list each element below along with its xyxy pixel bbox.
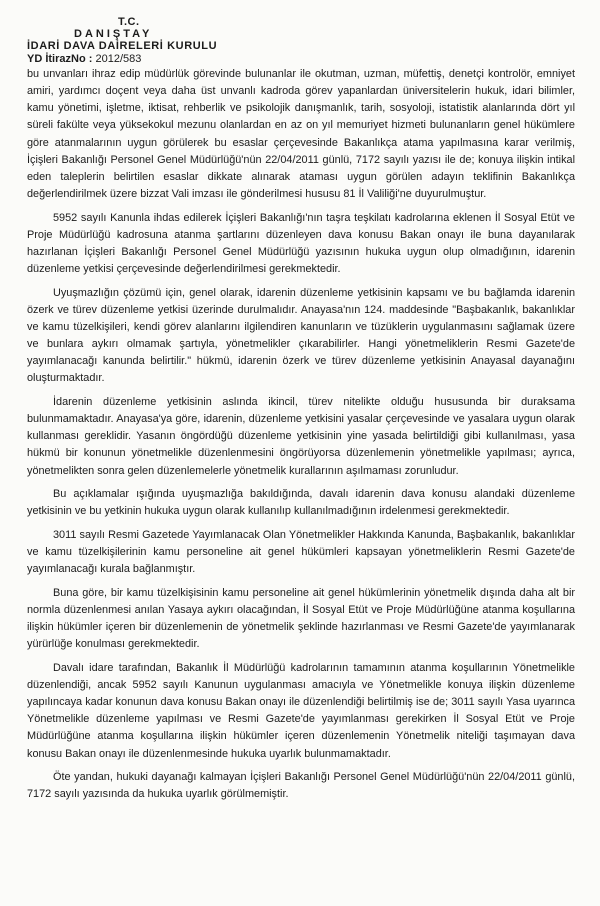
paragraph-4: İdarenin düzenleme yetkisinin aslında ikincil, türev nitelikte olduğu hususunda bir duraksama bulunmamaktadır. Anayasa'ya göre, idarenin, düzenleme yetkisini yasalar çerçevesinde ve yasalara uygun olarak kullanması gereklidir. Yasanın öngördüğü düzenleme yetkisinin yine yasada belirtildiği gibi kullanılması, yasa hükmü bir konunun yönetmelikle düzenlenmesini öngörüyorsa düzenlemenin yönetmelikle yapılması; ayrıca, yönetmelikten sonra gelen düzenlemelerle yönetmelik kurallarının aşılmaması zorunludur. bbox=[27, 395, 575, 477]
paragraph-6: 3011 sayılı Resmi Gazetede Yayımlanacak Olan Yönetmelikler Hakkında Kanunda, Başbakanlık, bakanlıklar ve kamu tüzelkişilerinin kamu personeline ait genel hükümleri kapsayan yönetmeliklerin Resmi Gazete'de yayımlanacağı kurala bağlanmıştır. bbox=[27, 528, 575, 576]
paragraph-1: bu unvanları ihraz edip müdürlük görevinde bulunanlar ile okutman, uzman, müfettiş, denetçi kontrolör, emniyet amiri, yardımcı doçent veya daha üst unvanlı kadroda görev yapanlardan üniversitelerin hukuk, idari bilimler, kamu yönetimi, işletme, iktisat, rehberlik ve psikolojik danışmanlık, tarih, sosyoloji, istatistik alanlarında dört yıl süreli fakülte veya yüksekokul mezunu olanlardan en az on yıl memuriyet hizmeti bulunanların genel hükümlere göre atanmalarının uygun görülerek bu esaslar çerçevesinde Bakanlıkça atama yapılmasına karar verilmiş, İçişleri Bakanlığı Personel Genel Müdürlüğü'nün 22/04/2011 günlü, 7172 sayılı yazısı ile de; konuya ilişkin intikal eden taleplerin belirtilen esaslar dikkate alınarak ataması uygun görülen adayın teklifinin Bakanlıkça değerlendirilmek üzere bizzat Vali imzası ile gönderilmesi hususu 81 İl Valiliği'ne duyurulmuştur. bbox=[27, 68, 575, 201]
header-tc: T.C. bbox=[118, 16, 140, 28]
paragraph-7: Buna göre, bir kamu tüzelkişisinin kamu personeline ait genel hükümlerinin yönetmelik dışında daha alt bir normla düzenlenmesi anılan Yasaya aykırı olacağından, İl Sosyal Etüt ve Proje Müdürlüğüne atanma koşullarına ilişkin hükümler içeren bir düzenlemenin de yönetmelik şeklinde hazırlanması ve Resmi Gazete'de yayımlanarak yürürlüğe konulması gerekmektedir. bbox=[27, 586, 575, 651]
itiraz-label: YD İtirazNo : bbox=[27, 53, 93, 65]
header-kurul: İDARİ DAVA DAİRELERİ KURULU bbox=[27, 40, 218, 52]
document-body bbox=[27, 66, 575, 803]
header-itiraz bbox=[27, 53, 141, 65]
itiraz-number: 2012/583 bbox=[95, 53, 142, 65]
paragraph-3: Uyuşmazlığın çözümü için, genel olarak, idarenin düzenleme yetkisinin kapsamı ve bu bağlamda idarenin özerk ve türev düzenleme yetkisi üzerinde durulmalıdır. Anayasa'nın 124. maddesinde "Başbakanlık, bakanlıklar ve kamu tüzelkişileri, kendi görev alanlarını ilgilendiren kanunların ve tüzüklerin uygulanmasını sağlamak üzere ve bunlara aykırı olmamak şartıyla, yönetmelikler çıkarabilirler. Hangi yönetmeliklerin Resmi Gazete'de yayımlanacağı kanunda belirtilir." hükmü, idarenin özerk ve türev düzenleme yetkisinin Anayasal dayanağını oluşturmaktadır. bbox=[27, 286, 575, 385]
paragraph-2: 5952 sayılı Kanunla ihdas edilerek İçişleri Bakanlığı'nın taşra teşkilatı kadrolarına eklenen İl Sosyal Etüt ve Proje Müdürlüğü kadrosuna atanma şartlarını düzenleyen dava konusu Bakan onayı ile buna dayanılarak hazırlanan İçişleri Bakanlığı Personel Genel Müdürlüğü yazısının hukuka uygun olup olmadığının, idarenin düzenleme yetkisi çerçevesinde değerlendirilmesi gerekmektedir. bbox=[27, 211, 575, 276]
paragraph-5: Bu açıklamalar ışığında uyuşmazlığa bakıldığında, davalı idarenin dava konusu alandaki düzenleme yetkisinin ve bu yetkinin hukuka uygun olarak kullanılıp kullanılmadığının irdelenmesi gerekmektedir. bbox=[27, 488, 575, 518]
paragraph-9: Öte yandan, hukuki dayanağı kalmayan İçişleri Bakanlığı Personel Genel Müdürlüğü'nün 22/04/2011 günlü, 7172 sayılı yazısında da hukuka uyarlık görülmemiştir. bbox=[27, 771, 575, 801]
paragraph-8: Davalı idare tarafından, Bakanlık İl Müdürlüğü kadrolarının tamamının atanma koşullarının Yönetmelikle düzenlendiği, ancak 5952 sayılı Kanunun uygulanması amacıyla ve Yönetmelikle konuya ilişkin düzenleme yapılıncaya kadar konunun dava konusu Bakan onayı ile düzenlendiği belirtilmiş ise de; 3011 sayılı Yasa uyarınca Yönetmelikle düzenleme yapılması ve Resmi Gazete'de yayımlanması gerekirken İl Sosyal Etüt ve Proje Müdürlüğüne atanma koşullarına ilişkin hükümler içeren düzenlemenin Yönetmelik niteliği taşımayan dava konusu Bakan onayı ile düzenlenmesinde hukuka uyarlık bulunmamaktadır. bbox=[27, 661, 575, 760]
header-danistay: DANIŞTAY bbox=[74, 28, 153, 40]
